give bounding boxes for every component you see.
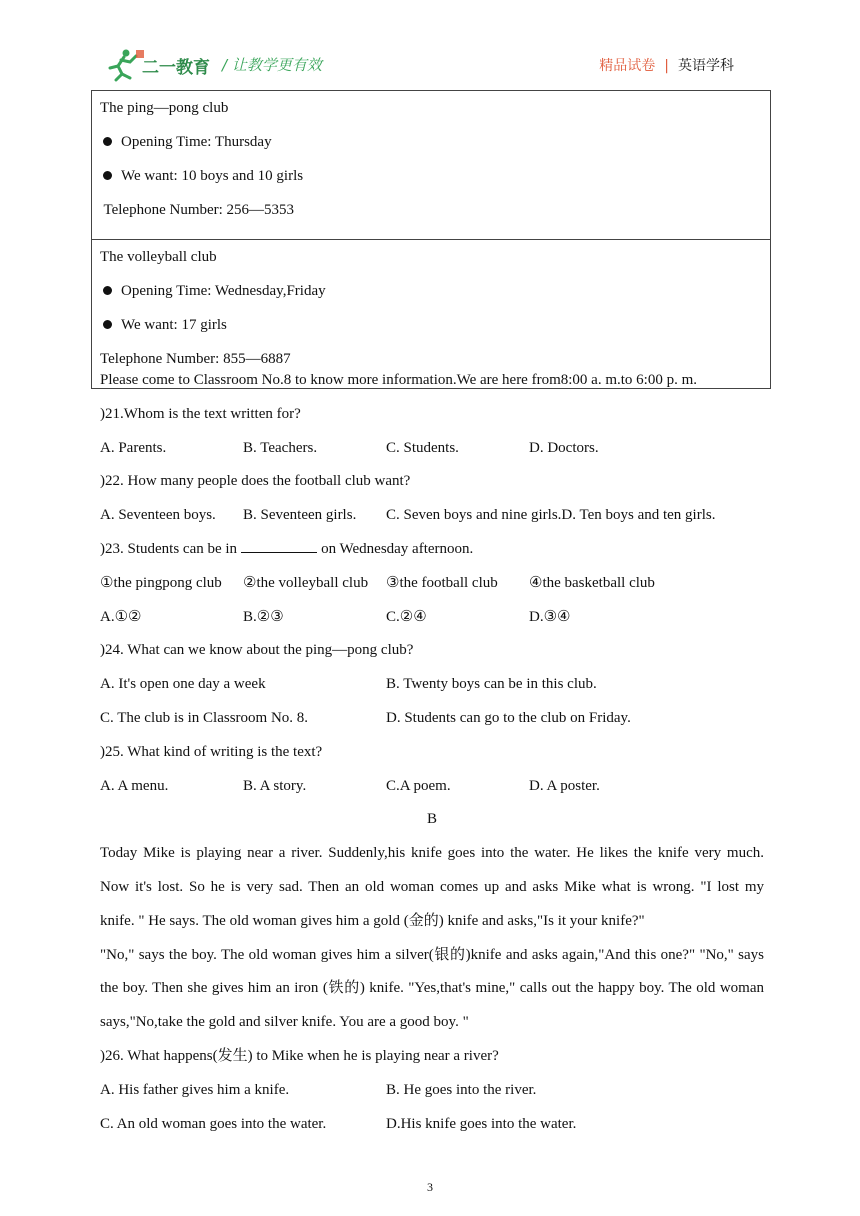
choice-2: ②the volleyball club	[243, 574, 369, 591]
header-subject	[599, 55, 734, 75]
club-pingpong	[92, 91, 770, 239]
options-26-row1	[100, 1076, 764, 1110]
passage-line: knife. " He says. The old woman gives him a gold (金的) knife and asks,"Is it your knife?"	[100, 912, 645, 929]
question-23: )23. Students can be in on Wednesday afternoon.	[100, 535, 764, 569]
option-d: D.③④	[529, 608, 571, 625]
choices-23	[100, 569, 764, 603]
club-opening-time: Opening Time: Thursday	[92, 133, 770, 167]
option-d: D.His knife goes into the water.	[386, 1115, 577, 1132]
question-25: )25. What kind of writing is the text?	[100, 743, 323, 760]
club-phone: Telephone Number: 256—5353	[100, 202, 295, 218]
question-21: )21.Whom is the text written for?	[100, 405, 301, 422]
runner-icon	[110, 50, 144, 81]
option-b: B. He goes into the river.	[386, 1081, 537, 1098]
options-24-row2	[100, 704, 764, 738]
choice-4: ④the basketball club	[529, 574, 655, 591]
choice-1: ①the pingpong club	[100, 574, 222, 591]
choice-3: ③the football club	[386, 574, 498, 591]
bullet-icon	[103, 320, 112, 329]
option-a: A. Parents.	[100, 439, 167, 456]
bullet-icon	[103, 171, 112, 180]
club-phone: Telephone Number: 855—6887	[100, 351, 291, 367]
questions	[100, 366, 764, 1143]
club-title: The ping—pong club	[100, 100, 229, 116]
bullet-icon	[103, 286, 112, 295]
slogan: / 让教学更有效	[222, 56, 322, 74]
answer-blank	[241, 538, 317, 553]
question-26: )26. What happens(发生) to Mike when he is playing near a river?	[100, 1047, 499, 1064]
passage-line: the boy. Then she gives him an iron (铁的) knife. "Yes,that's mine," calls out the happy boy. The old woman	[100, 980, 764, 997]
option-b: B. A story.	[243, 777, 307, 794]
passage-line: Today Mike is playing near a river. Suddenly,his knife goes into the water. He likes the knife very much.	[100, 845, 764, 862]
option-a: A.①②	[100, 608, 142, 625]
option-c: C.A poem.	[386, 777, 451, 794]
option-d: D. A poster.	[529, 777, 600, 794]
club-wanted: We want: 17 girls	[92, 316, 770, 350]
option-cd: C. Seven boys and nine girls.D. Ten boys and ten girls.	[386, 507, 716, 524]
option-c: C.②④	[386, 608, 427, 625]
header-label-quality: 精品试卷	[599, 58, 656, 74]
section-heading: B	[426, 811, 437, 828]
option-a: A. His father gives him a knife.	[100, 1081, 290, 1098]
logo	[106, 48, 216, 82]
club-table	[91, 90, 771, 389]
page-number: 3	[427, 1180, 433, 1194]
option-c: C. Students.	[386, 439, 459, 456]
options-24-row1	[100, 670, 764, 704]
options-26-row2	[100, 1110, 764, 1144]
option-b: B. Teachers.	[243, 439, 318, 456]
option-c: C. An old woman goes into the water.	[100, 1115, 327, 1132]
option-c: C. The club is in Classroom No. 8.	[100, 709, 309, 726]
options-23	[100, 603, 764, 637]
options-22	[100, 501, 764, 535]
option-a: A. It's open one day a week	[100, 676, 266, 693]
option-b: B.②③	[243, 608, 284, 625]
passage-line: says,"No,take the gold and silver knife. You are a good boy. "	[100, 1014, 469, 1031]
options-25	[100, 772, 764, 806]
option-b: B. Twenty boys can be in this club.	[386, 676, 597, 693]
passage-line: "No," says the boy. The old woman gives him a silver(银的)knife and asks again,"And this one?" "No," says	[100, 946, 764, 963]
option-d: D. Doctors.	[529, 439, 599, 456]
notice-text: Please come to Classroom No.8 to know more information.We are here from8:00 a. m.to 6:00 p. m.	[100, 372, 697, 388]
option-d: D. Students can go to the club on Friday.	[386, 709, 631, 726]
options-21	[100, 434, 764, 468]
club-title: The volleyball club	[100, 249, 217, 265]
page-header	[0, 0, 860, 90]
passage-line: Now it's lost. So he is very sad. Then an old woman comes up and asks Mike what is wrong. "I lost my	[100, 878, 764, 895]
question-24: )24. What can we know about the ping—pong club?	[100, 642, 414, 659]
option-a: A. Seventeen boys.	[100, 507, 216, 524]
option-a: A. A menu.	[100, 777, 169, 794]
bullet-icon	[103, 137, 112, 146]
header-separator: |	[664, 58, 669, 74]
club-wanted: We want: 10 boys and 10 girls	[92, 167, 770, 201]
logo-text: 二一教育	[142, 58, 210, 78]
header-label-subject: 英语学科	[678, 58, 734, 74]
club-opening-time: Opening Time: Wednesday,Friday	[92, 282, 770, 316]
option-b: B. Seventeen girls.	[243, 507, 357, 524]
question-22: )22. How many people does the football club want?	[100, 473, 411, 490]
